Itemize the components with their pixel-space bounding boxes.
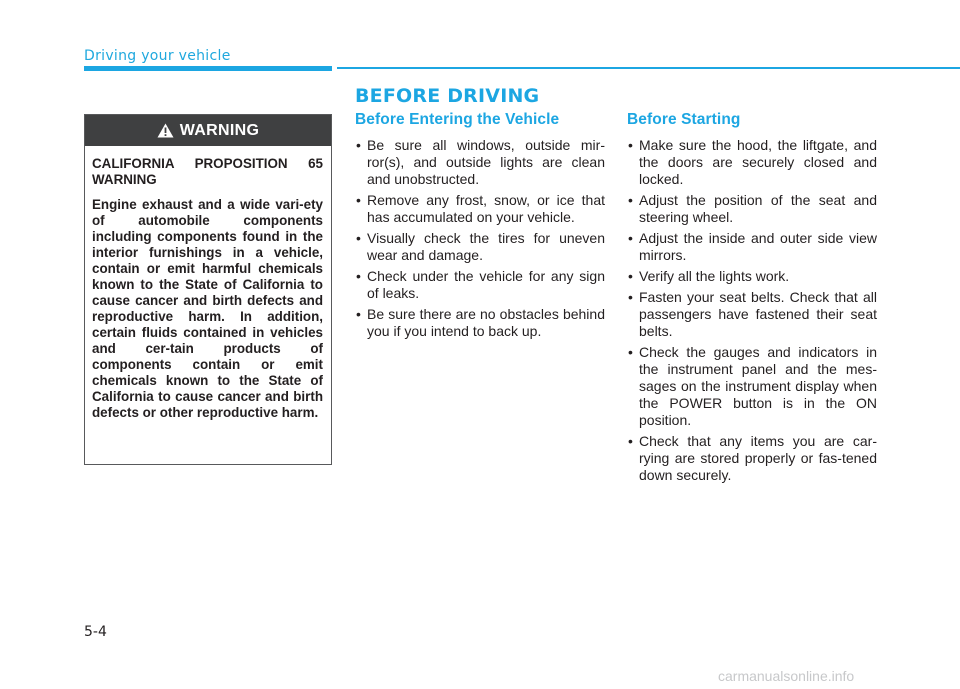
before-starting-list bbox=[627, 137, 877, 484]
warning-title: CALIFORNIA PROPOSITION 65 WARNING bbox=[92, 156, 323, 187]
header-accent-bar bbox=[84, 66, 332, 71]
list-item: • Visually check the tires for uneven wear and damage. bbox=[355, 230, 605, 264]
list-item: • Fasten your seat belts. Check that all passengers have fastened their seat belts. bbox=[627, 289, 877, 340]
list-item: • Check the gauges and indicators in the instrument panel and the mes-sages on the instrument display when the POWER button is in the ON position. bbox=[627, 344, 877, 429]
list-item: • Verify all the lights work. bbox=[627, 268, 877, 285]
list-item: • Remove any frost, snow, or ice that has accumulated on your vehicle. bbox=[355, 192, 605, 226]
before-starting-section bbox=[627, 111, 877, 488]
list-item: • Be sure all windows, outside mir-ror(s), and outside lights are clean and unobstructed. bbox=[355, 137, 605, 188]
list-item: • Make sure the hood, the liftgate, and the doors are securely closed and locked. bbox=[627, 137, 877, 188]
warning-triangle-icon bbox=[157, 123, 174, 138]
list-item: • Check that any items you are car-rying are stored properly or fas-tened down securely. bbox=[627, 433, 877, 484]
warning-text: Engine exhaust and a wide vari-ety of automobile components including components found in the interior furnishings in a vehicle, contain or emit harmful chemicals known to the State of California to cause cancer and birth defects and reproductive harm. In addition, certain fluids contained in vehicles and cer-tain products of components contain or emit chemicals known to the State of California to cause cancer and birth defects or other reproductive harm. bbox=[92, 197, 323, 420]
header-rule bbox=[337, 67, 960, 69]
warning-body bbox=[85, 146, 331, 421]
list-item: • Adjust the position of the seat and steering wheel. bbox=[627, 192, 877, 226]
warning-header bbox=[85, 115, 331, 146]
before-entering-list bbox=[355, 137, 605, 340]
warning-box bbox=[84, 114, 332, 465]
watermark: carmanualsonline.info bbox=[718, 668, 855, 684]
warning-label: WARNING bbox=[179, 121, 260, 139]
before-starting-heading: Before Starting bbox=[627, 111, 741, 128]
before-entering-heading: Before Entering the Vehicle bbox=[355, 111, 560, 128]
page-number: 5-4 bbox=[84, 624, 107, 640]
before-entering-section bbox=[355, 111, 605, 344]
list-item: • Adjust the inside and outer side view mirrors. bbox=[627, 230, 877, 264]
list-item: • Check under the vehicle for any sign of leaks. bbox=[355, 268, 605, 302]
page-title: BEFORE DRIVING bbox=[355, 85, 540, 107]
list-item: • Be sure there are no obstacles behind you if you intend to back up. bbox=[355, 306, 605, 340]
section-label: Driving your vehicle bbox=[84, 48, 231, 64]
